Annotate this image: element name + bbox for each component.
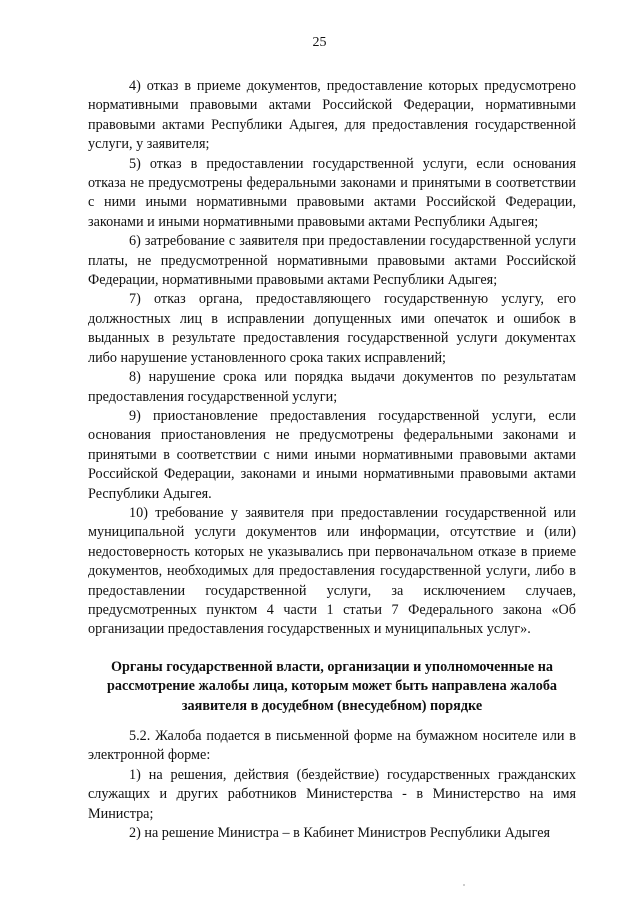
- heading-line: рассмотрение жалобы лица, которым может быть направлена жалоба: [106, 678, 558, 695]
- section-body: [88, 727, 576, 843]
- heading-line: Органы государственной власти, организации и уполномоченные на: [111, 659, 553, 675]
- list-item: 6) затребование с заявителя при предоставлении государственной услуги платы, не предусмотренной нормативными правовыми актами Российской Федерации, нормативными правовыми актами Республики Адыгея;: [88, 233, 576, 289]
- list-item: 4) отказ в приеме документов, предоставление которых предусмотрено нормативными правовыми актами Российской Федерации, нормативными правовыми актами Республики Адыгея, для предоставления государственной услуги, у заявителя;: [88, 78, 576, 153]
- grounds-list: [88, 77, 576, 640]
- page-number: 25: [312, 35, 327, 50]
- scan-speck: [463, 884, 465, 886]
- list-item: 7) отказ органа, предоставляющего государственную услугу, его должностных лиц в исправлении допущенных ими опечаток и ошибок в выданных в результате предоставления государственной услуги документах либо нарушение установленного срока таких исправлений;: [88, 291, 576, 366]
- list-item: 10) требование у заявителя при предоставлении государственной или муниципальной услуги документов или информации, отсутствие и (или) недостоверность которых не указывались при первоначальном отказе в приеме документов, необходимых для предоставления государственной услуги, либо в предоставлении государственной услуги, за исключением случаев, предусмотренных пунктом 4 части 1 статьи 7 Федерального закона «Об организации предоставления государственных и муниципальных услуг».: [88, 504, 576, 638]
- section-heading: [88, 658, 576, 716]
- list-item: 9) приостановление предоставления государственной услуги, если основания приостановления не предусмотрены федеральными законами и принятыми в соответствии с ними иными нормативными правовыми актами Российской Федерации, законами и иными нормативными правовыми актами Республики Адыгея.: [88, 407, 576, 502]
- list-item: 5) отказ в предоставлении государственной услуги, если основания отказа не предусмотрены федеральными законами и принятыми в соответствии с ними иными нормативными правовыми актами Российской Федерации, законами и иными нормативными правовыми актами Республики Адыгея;: [88, 155, 576, 230]
- list-item: 2) на решение Министра – в Кабинет Министров Республики Адыгея: [129, 825, 551, 842]
- list-item: 8) нарушение срока или порядка выдачи документов по результатам предоставления государственной услуги;: [88, 369, 576, 405]
- paragraph: 5.2. Жалоба подается в письменной форме на бумажном носителе или в электронной форме:: [88, 728, 576, 764]
- list-item: 1) на решения, действия (бездействие) государственных гражданских служащих и других работников Министерства - в Министерство на имя Министра;: [88, 766, 576, 822]
- heading-line: заявителя в досудебном (внесудебном) порядке: [181, 697, 483, 714]
